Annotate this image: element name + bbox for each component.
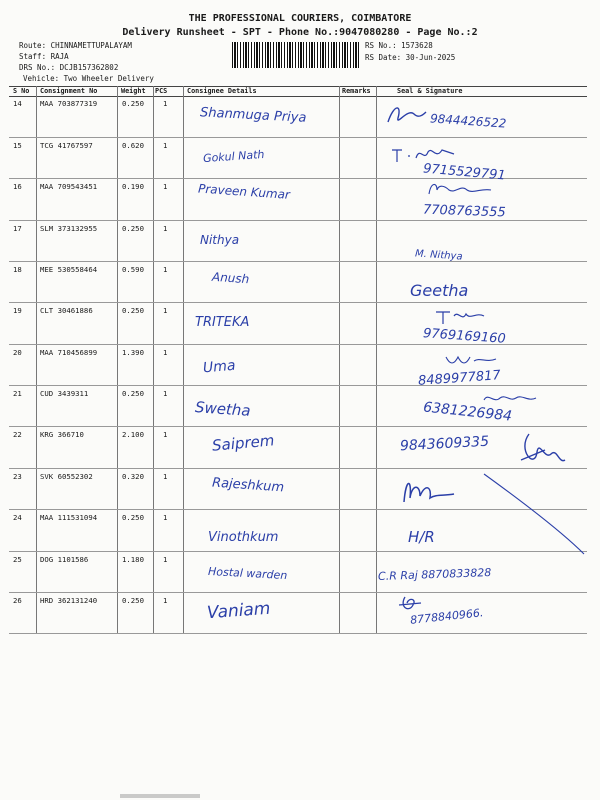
row-weight: 0.250 xyxy=(122,513,144,522)
signature-phone-handwritten: 6381226984 xyxy=(422,399,513,425)
row-weight: 0.320 xyxy=(122,472,144,481)
row-consignment: HRD 362131240 xyxy=(40,596,98,605)
row-sno: 19 xyxy=(13,306,22,315)
row-consignment: KRG 366710 xyxy=(40,430,84,439)
row-weight: 0.590 xyxy=(122,265,144,274)
row-pcs: 1 xyxy=(163,265,168,274)
signature-scribble xyxy=(480,390,540,406)
vehicle: Vehicle: Two Wheeler Delivery xyxy=(23,74,154,83)
rs-number: RS No.: 1573628 xyxy=(365,41,433,50)
signature-scribble xyxy=(384,100,429,130)
signature-scribble xyxy=(430,306,490,326)
signature-phone-handwritten: 8489977817 xyxy=(417,368,502,389)
col-remarks: Remarks xyxy=(342,87,371,95)
page-edge-mark xyxy=(120,794,200,798)
consignee-name-handwritten: Gokul Nath xyxy=(202,147,265,166)
signature-scribble xyxy=(388,142,458,164)
consignee-name-handwritten: TRITEKA xyxy=(195,315,250,330)
consignee-name-handwritten: Rajeshkum xyxy=(211,475,285,496)
row-sno: 24 xyxy=(13,513,22,522)
signature-phone-handwritten: 9715529791 xyxy=(422,161,507,184)
signature-scribble xyxy=(480,470,590,560)
row-sno: 14 xyxy=(13,99,22,108)
table-row xyxy=(9,262,587,303)
row-weight: 0.190 xyxy=(122,182,144,191)
row-consignment: CUD 3439311 xyxy=(40,389,89,398)
consignee-name-handwritten: Uma xyxy=(202,357,237,377)
rs-date: RS Date: 30-Jun-2025 xyxy=(365,53,456,62)
row-weight: 1.180 xyxy=(122,555,144,564)
col-seal: Seal & Signature xyxy=(397,87,463,95)
runsheet-title: Delivery Runsheet - SPT - Phone No.:9047080280 - Page No.:2 xyxy=(122,27,478,38)
signature-scribble xyxy=(440,351,500,367)
signature-phone-handwritten: 9769169160 xyxy=(422,326,507,347)
row-sno: 21 xyxy=(13,389,22,398)
col-sno: S No xyxy=(13,87,30,95)
signature-scribble xyxy=(515,430,575,475)
col-consignee: Consignee Details xyxy=(187,87,257,95)
row-consignment: MAA 709543451 xyxy=(40,182,98,191)
route: Route: CHINNAMETTUPALAYAM xyxy=(19,41,132,50)
row-pcs: 1 xyxy=(163,389,168,398)
row-sno: 25 xyxy=(13,555,22,564)
signature-phone-handwritten: 7708763555 xyxy=(422,202,506,221)
row-weight: 2.100 xyxy=(122,430,144,439)
consignee-name-handwritten: Nithya xyxy=(200,233,240,247)
col-pcs: PCS xyxy=(155,87,168,95)
signature-scribble xyxy=(425,180,495,198)
row-pcs: 1 xyxy=(163,555,168,564)
company-name: THE PROFESSIONAL COURIERS, COIMBATORE xyxy=(188,13,412,24)
signature-scribble xyxy=(398,474,458,510)
row-sno: 16 xyxy=(13,182,22,191)
row-pcs: 1 xyxy=(163,430,168,439)
row-consignment: SLM 373132955 xyxy=(40,224,98,233)
row-pcs: 1 xyxy=(163,306,168,315)
consignee-name-handwritten: Anush xyxy=(211,269,250,287)
signature-phone-handwritten: 9843609335 xyxy=(399,433,490,455)
col-consignment: Consignment No xyxy=(40,87,98,95)
row-sno: 15 xyxy=(13,141,22,150)
row-pcs: 1 xyxy=(163,224,168,233)
row-pcs: 1 xyxy=(163,182,168,191)
row-pcs: 1 xyxy=(163,596,168,605)
row-weight: 0.250 xyxy=(122,306,144,315)
row-pcs: 1 xyxy=(163,348,168,357)
row-sno: 20 xyxy=(13,348,22,357)
row-pcs: 1 xyxy=(163,141,168,150)
row-consignment: MAA 710456899 xyxy=(40,348,98,357)
row-consignment: MAA 111531094 xyxy=(40,513,98,522)
row-consignment: MEE 530558464 xyxy=(40,265,98,274)
consignee-name-handwritten: Saiprem xyxy=(211,431,276,455)
row-consignment: SVK 60552302 xyxy=(40,472,93,481)
row-consignment: CLT 30461886 xyxy=(40,306,93,315)
row-sno: 23 xyxy=(13,472,22,481)
row-sno: 26 xyxy=(13,596,22,605)
col-weight: Weight xyxy=(121,87,146,95)
row-pcs: 1 xyxy=(163,99,168,108)
row-consignment: MAA 703877319 xyxy=(40,99,98,108)
consignee-name-handwritten: Shanmuga Priya xyxy=(199,105,307,126)
signature-handwritten: H/R xyxy=(408,528,435,546)
table-row xyxy=(9,221,587,262)
row-sno: 22 xyxy=(13,430,22,439)
drs-number: DRS No.: DCJB157362802 xyxy=(19,63,119,72)
row-consignment: TCG 41767597 xyxy=(40,141,93,150)
row-weight: 0.250 xyxy=(122,99,144,108)
signature-name-handwritten: Geetha xyxy=(410,281,469,300)
row-weight: 0.250 xyxy=(122,596,144,605)
signature-name-handwritten: M. Nithya xyxy=(414,248,463,263)
consignee-name-handwritten: Vaniam xyxy=(206,598,272,624)
table-row xyxy=(9,427,587,469)
consignee-name-handwritten: Hostal warden xyxy=(207,564,288,583)
row-weight: 0.250 xyxy=(122,224,144,233)
signature-phone-handwritten: C.R Raj 8870833828 xyxy=(377,566,492,583)
signature-phone-handwritten: 9844426522 xyxy=(429,111,507,131)
table-row xyxy=(9,593,587,634)
row-sno: 17 xyxy=(13,224,22,233)
row-weight: 0.250 xyxy=(122,389,144,398)
consignee-name-handwritten: Praveen Kumar xyxy=(197,181,291,202)
consignee-name-handwritten: Swetha xyxy=(194,398,252,420)
row-weight: 0.620 xyxy=(122,141,144,150)
row-sno: 18 xyxy=(13,265,22,274)
row-consignment: DOG 1101586 xyxy=(40,555,89,564)
staff: Staff: RAJA xyxy=(19,52,69,61)
consignee-name-handwritten: Vinothkum xyxy=(208,530,279,545)
signature-scribble xyxy=(395,595,425,615)
row-pcs: 1 xyxy=(163,472,168,481)
signature-phone-handwritten: 8778840966. xyxy=(409,606,484,627)
barcode xyxy=(232,42,360,68)
row-pcs: 1 xyxy=(163,513,168,522)
row-weight: 1.390 xyxy=(122,348,144,357)
